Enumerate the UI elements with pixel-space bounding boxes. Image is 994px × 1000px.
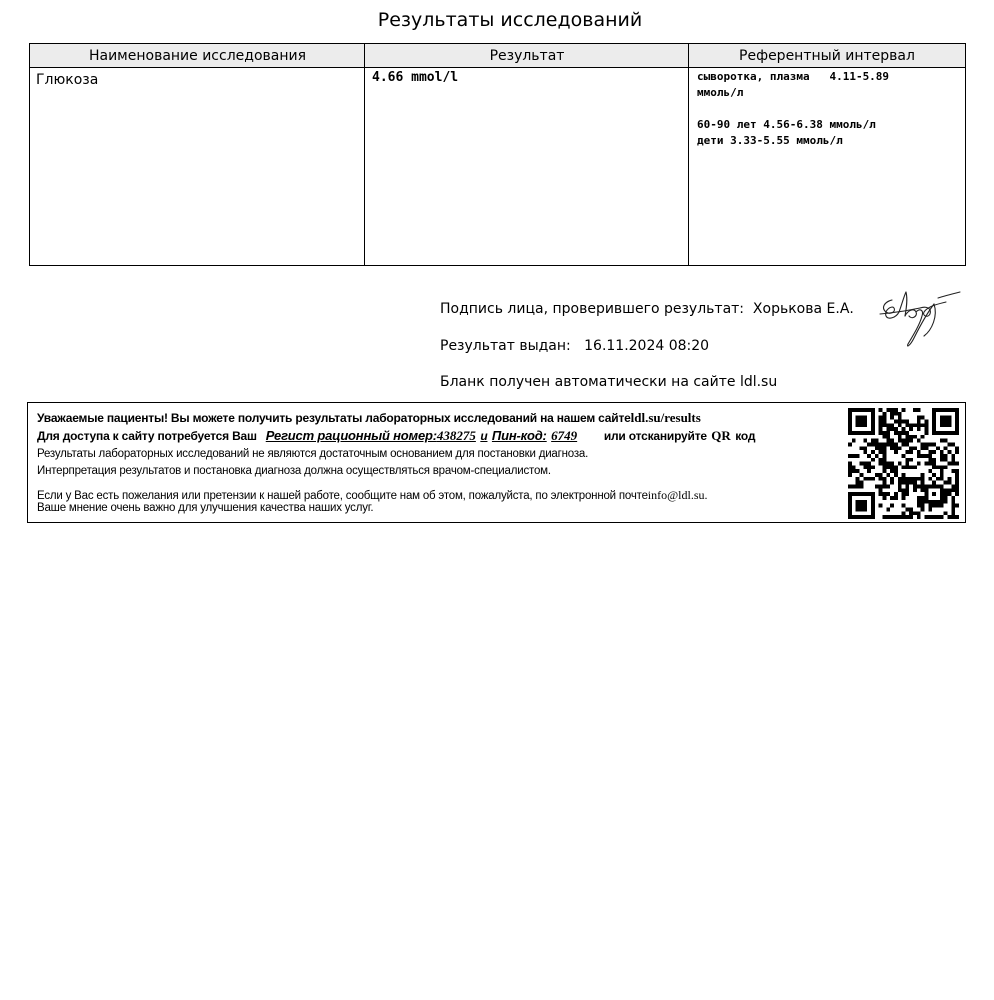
notice-line-interpretation: Интерпретация результатов и постановка диагноза должна осуществляться врачом-специалистом. [37,465,551,477]
issued-datetime: 16.11.2024 08:20 [584,338,710,354]
column-header-test-name: Наименование исследования [88,48,307,64]
checked-by-label: Подпись лица, проверившего результат: [440,301,745,317]
notice-line-access: Для доступа к сайту потребуется Ваш Регист рационный номер:438275 и Пин-код: 6749 или отсканируйте QR код [37,428,756,443]
issued-label: Результат выдан: [440,338,571,354]
column-header-reference: Референтный интервал [739,48,915,64]
qr-code[interactable] [848,408,959,519]
notice-line-opinion: Ваше мнение очень важно для улучшения качества наших услуг. [37,502,374,514]
column-divider [364,44,365,265]
checked-by-line [440,301,854,317]
notice-line-results-site: Уважаемые пациенты! Вы можете получить результаты лабораторных исследований на нашем сайтеldl.su/results [37,410,701,425]
reference-line: ммоль/л [697,86,744,99]
column-header-result: Результат [489,48,565,64]
table-header-row [30,44,965,68]
results-url-link[interactable]: ldl.su/results [630,410,701,425]
reference-line: 60-90 лет 4.56-6.38 ммоль/л [697,118,876,131]
email-link[interactable]: info@ldl.su. [647,488,708,502]
patient-notice-box [27,402,966,523]
test-result-cell: 4.66 mmol/l [372,70,459,85]
issued-line [440,338,709,354]
results-table [29,43,966,266]
auto-generated-note: Бланк получен автоматически на сайте ldl.su [440,374,778,390]
reference-line: дети 3.33-5.55 ммоль/л [697,134,843,147]
pin-code: 6749 [551,428,578,443]
notice-line-feedback: Если у Вас есть пожелания или претензии к нашей работе, сообщите нам об этом, пожалуйста, по электронной почтеinfo@ldl.su. [37,488,708,502]
test-name-cell: Глюкоза [36,72,99,88]
reference-interval-cell [697,69,963,149]
handwritten-signature [872,286,968,352]
reference-line: сыворотка, плазма 4.11-5.89 [697,70,890,83]
column-divider [688,44,689,265]
page-title: Результаты исследований [377,9,643,31]
notice-line-disclaimer: Результаты лабораторных исследований не являются достаточным основанием для постановки диагноза. [37,448,589,460]
registration-number: 438275 [436,428,476,443]
checked-by-name: Хорькова Е.А. [752,301,854,317]
